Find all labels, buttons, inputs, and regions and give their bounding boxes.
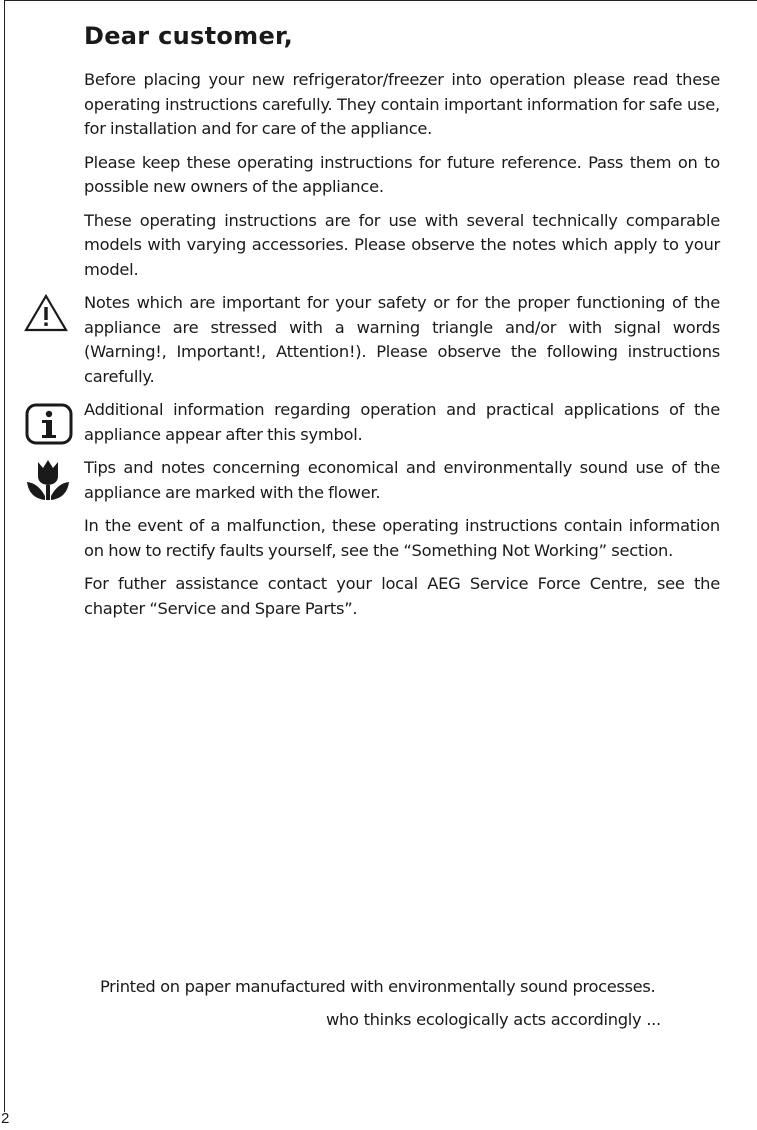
paragraph-service: For futher assistance contact your local AEG Service Force Centre, see the chapter “Service and Spare Parts”. — [84, 574, 720, 618]
flower-icon — [24, 456, 72, 512]
footer-eco-slogan: who thinks ecologically acts accordingly ... — [326, 1010, 661, 1029]
paragraph-safety-text: Notes which are important for your safety or for the proper functioning of the appliance are stressed with a warning triangle and/or with signal words (Warning!, Important!, Attention!). Please observe the following instructions carefully. — [84, 293, 720, 386]
paragraph-safety-notes — [84, 291, 720, 389]
warning-triangle-icon — [24, 293, 68, 341]
page-title: Dear customer, — [84, 22, 294, 50]
paragraph-models: These operating instructions are for use with several technically comparable models with varying accessories. Please observe the notes which apply to your model. — [84, 210, 720, 279]
main-content — [84, 20, 720, 630]
footer-paper-note: Printed on paper manufactured with environmentally sound processes. — [100, 977, 656, 996]
paragraph-intro: Before placing your new refrigerator/freezer into operation please read these operating instructions carefully. They contain important information for safe use, for installation and for care of the appliance. — [84, 70, 720, 138]
paragraph-keep-instructions: Please keep these operating instructions for future reference. Pass them on to possible new owners of the appliance. — [84, 152, 720, 196]
paragraph-malfunction: In the event of a malfunction, these operating instructions contain information on how to rectify faults yourself, see the “Something Not Working” section. — [84, 516, 720, 560]
paragraph-info-text: Additional information regarding operation and practical applications of the appliance appear after this symbol. — [84, 400, 720, 444]
paragraph-eco-tips — [84, 456, 720, 505]
page-number: 2 — [1, 1110, 10, 1127]
page-left-border — [4, 0, 5, 1112]
info-icon — [24, 402, 74, 454]
paragraph-eco-text: Tips and notes concerning economical and environmentally sound use of the appliance are marked with the flower. — [84, 458, 720, 502]
page-top-border — [4, 0, 757, 1]
paragraph-additional-info — [84, 398, 720, 447]
